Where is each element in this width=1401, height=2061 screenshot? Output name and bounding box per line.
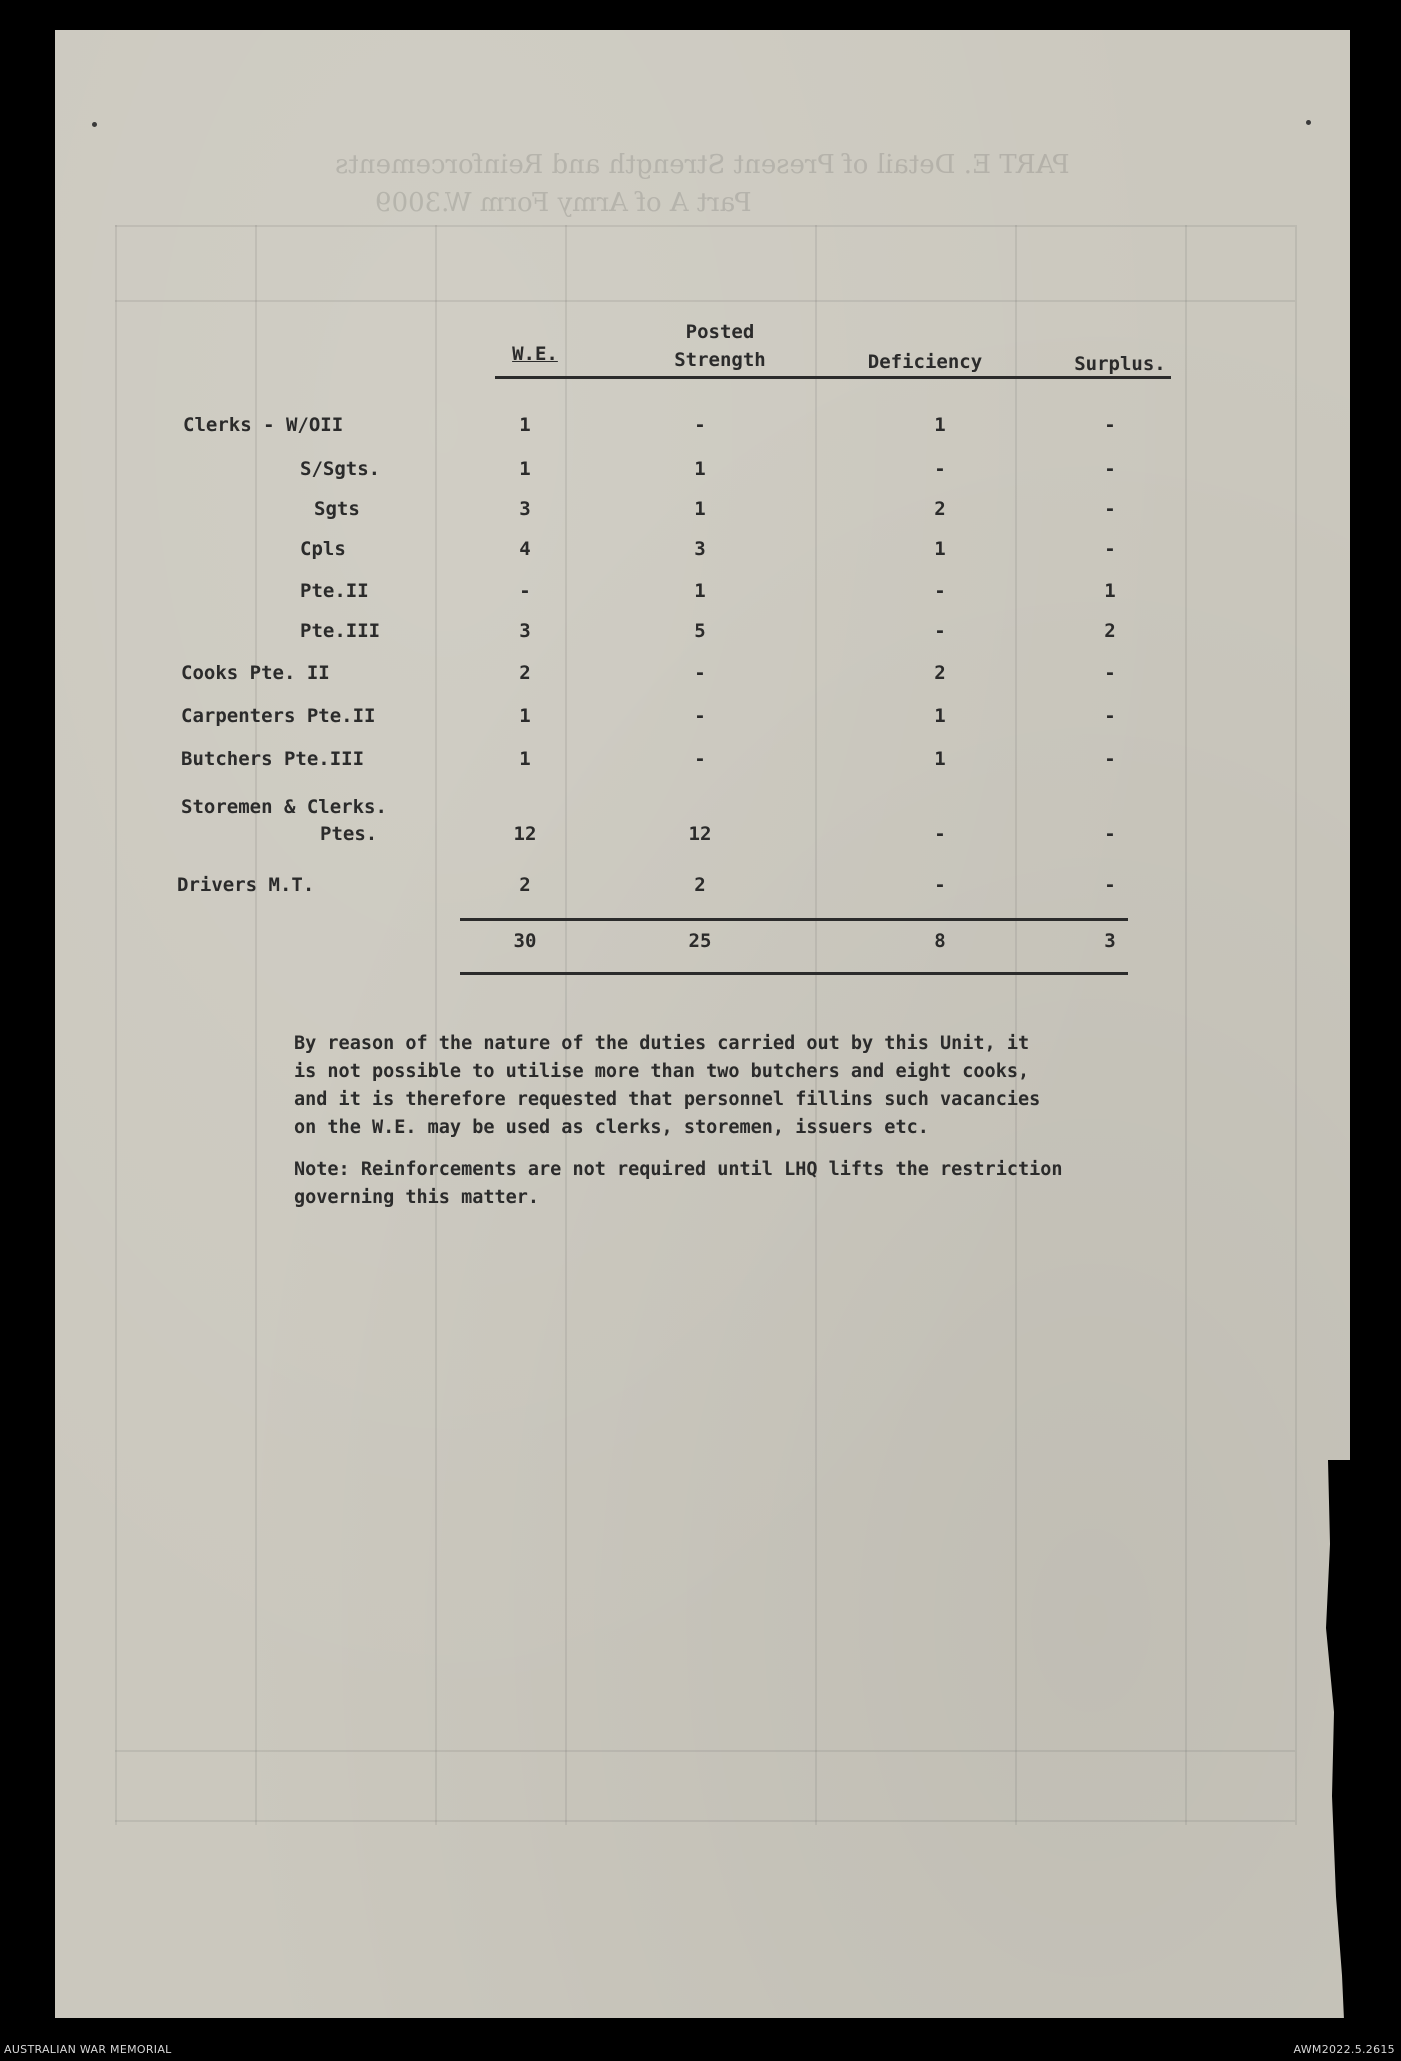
cell-surplus: -: [1104, 823, 1116, 845]
cell-surplus: -: [1104, 414, 1116, 436]
table-row: [0, 794, 1401, 860]
row-label: Storemen & Clerks.: [181, 796, 387, 818]
cell-deficiency: -: [934, 620, 946, 642]
cell-we: 1: [519, 458, 531, 480]
cell-posted: 3: [694, 538, 706, 560]
row-label: Cpls: [300, 538, 346, 560]
archive-credit: AUSTRALIAN WAR MEMORIAL: [4, 2043, 172, 2056]
note-paragraph: Note: Reinforcements are not required until LHQ lifts the restriction governing this matter.: [294, 1159, 1063, 1208]
cell-surplus: 2: [1104, 620, 1116, 642]
cell-posted: 1: [694, 498, 706, 520]
cell-we: 2: [519, 662, 531, 684]
cell-surplus: -: [1104, 662, 1116, 684]
cell-we: 1: [519, 748, 531, 770]
row-label: Pte.II: [300, 580, 369, 602]
cell-deficiency: 2: [934, 498, 946, 520]
cell-we: 1: [519, 705, 531, 727]
header-posted-line1: Posted: [685, 321, 755, 343]
cell-posted: -: [694, 414, 706, 436]
cell-deficiency: 1: [934, 705, 946, 727]
header-posted-strength: [650, 318, 790, 374]
header-we: W.E.: [512, 343, 558, 365]
total-deficiency: 8: [934, 930, 946, 952]
cell-posted: 2: [694, 874, 706, 896]
cell-deficiency: -: [934, 874, 946, 896]
header-posted-line2: Strength: [674, 349, 766, 371]
cell-surplus: -: [1104, 748, 1116, 770]
row-label: Carpenters Pte.II: [181, 705, 376, 727]
table-row: [0, 703, 1401, 743]
cell-we: 1: [519, 414, 531, 436]
cell-posted: -: [694, 705, 706, 727]
total-we: 30: [513, 930, 537, 952]
row-label: Pte.III: [300, 620, 381, 642]
cell-surplus: 1: [1104, 580, 1116, 602]
cell-posted: -: [694, 748, 706, 770]
cell-deficiency: 1: [934, 414, 946, 436]
row-label: S/Sgts.: [300, 458, 381, 480]
table-row: [0, 660, 1401, 700]
cell-posted: -: [694, 662, 706, 684]
cell-we: 4: [519, 538, 531, 560]
cell-deficiency: 1: [934, 748, 946, 770]
table-row: [0, 536, 1401, 576]
header-surplus: Surplus.: [1074, 353, 1166, 375]
cell-surplus: -: [1104, 538, 1116, 560]
total-posted: 25: [688, 930, 712, 952]
totals-rule-bottom: [460, 972, 1128, 975]
header-rule: [495, 376, 1171, 379]
cell-posted: 1: [694, 580, 706, 602]
archive-reference: AWM2022.5.2615: [1293, 2043, 1395, 2056]
cell-deficiency: 2: [934, 662, 946, 684]
cell-we: -: [519, 580, 531, 602]
totals-row: [0, 928, 1401, 968]
table-row: [0, 456, 1401, 496]
ink-speck: [92, 122, 97, 127]
cell-deficiency: -: [934, 458, 946, 480]
table-row: [0, 412, 1401, 452]
table-row: [0, 496, 1401, 536]
row-label: Butchers Pte.III: [181, 748, 365, 770]
cell-posted: 1: [694, 458, 706, 480]
cell-we: 12: [513, 823, 537, 845]
total-surplus: 3: [1104, 930, 1116, 952]
row-label: Cooks Pte. II: [181, 662, 330, 684]
header-deficiency: Deficiency: [867, 351, 983, 373]
cell-surplus: -: [1104, 874, 1116, 896]
cell-deficiency: -: [934, 823, 946, 845]
table-row: [0, 578, 1401, 618]
totals-rule-top: [460, 918, 1128, 921]
cell-deficiency: 1: [934, 538, 946, 560]
row-label-continuation: Ptes.: [320, 823, 378, 845]
explanatory-paragraph: By reason of the nature of the duties carried out by this Unit, it is not possible to utilise more than two butchers and eight cooks, and it is therefore requested that personnel fillins such vacancies on the W.E. may be used as clerks, storemen, issuers etc.: [294, 1033, 1041, 1138]
cell-posted: 5: [694, 620, 706, 642]
row-label: Sgts: [314, 498, 360, 520]
table-row: [0, 872, 1401, 912]
cell-posted: 12: [688, 823, 712, 845]
table-row: [0, 618, 1401, 658]
row-label: Clerks - W/OII: [183, 414, 344, 436]
cell-deficiency: -: [934, 580, 946, 602]
cell-we: 3: [519, 498, 531, 520]
row-label: Drivers M.T.: [177, 874, 315, 896]
ink-speck: [1306, 120, 1311, 125]
cell-surplus: -: [1104, 498, 1116, 520]
cell-surplus: -: [1104, 458, 1116, 480]
table-row: [0, 746, 1401, 786]
cell-we: 2: [519, 874, 531, 896]
cell-surplus: -: [1104, 705, 1116, 727]
cell-we: 3: [519, 620, 531, 642]
